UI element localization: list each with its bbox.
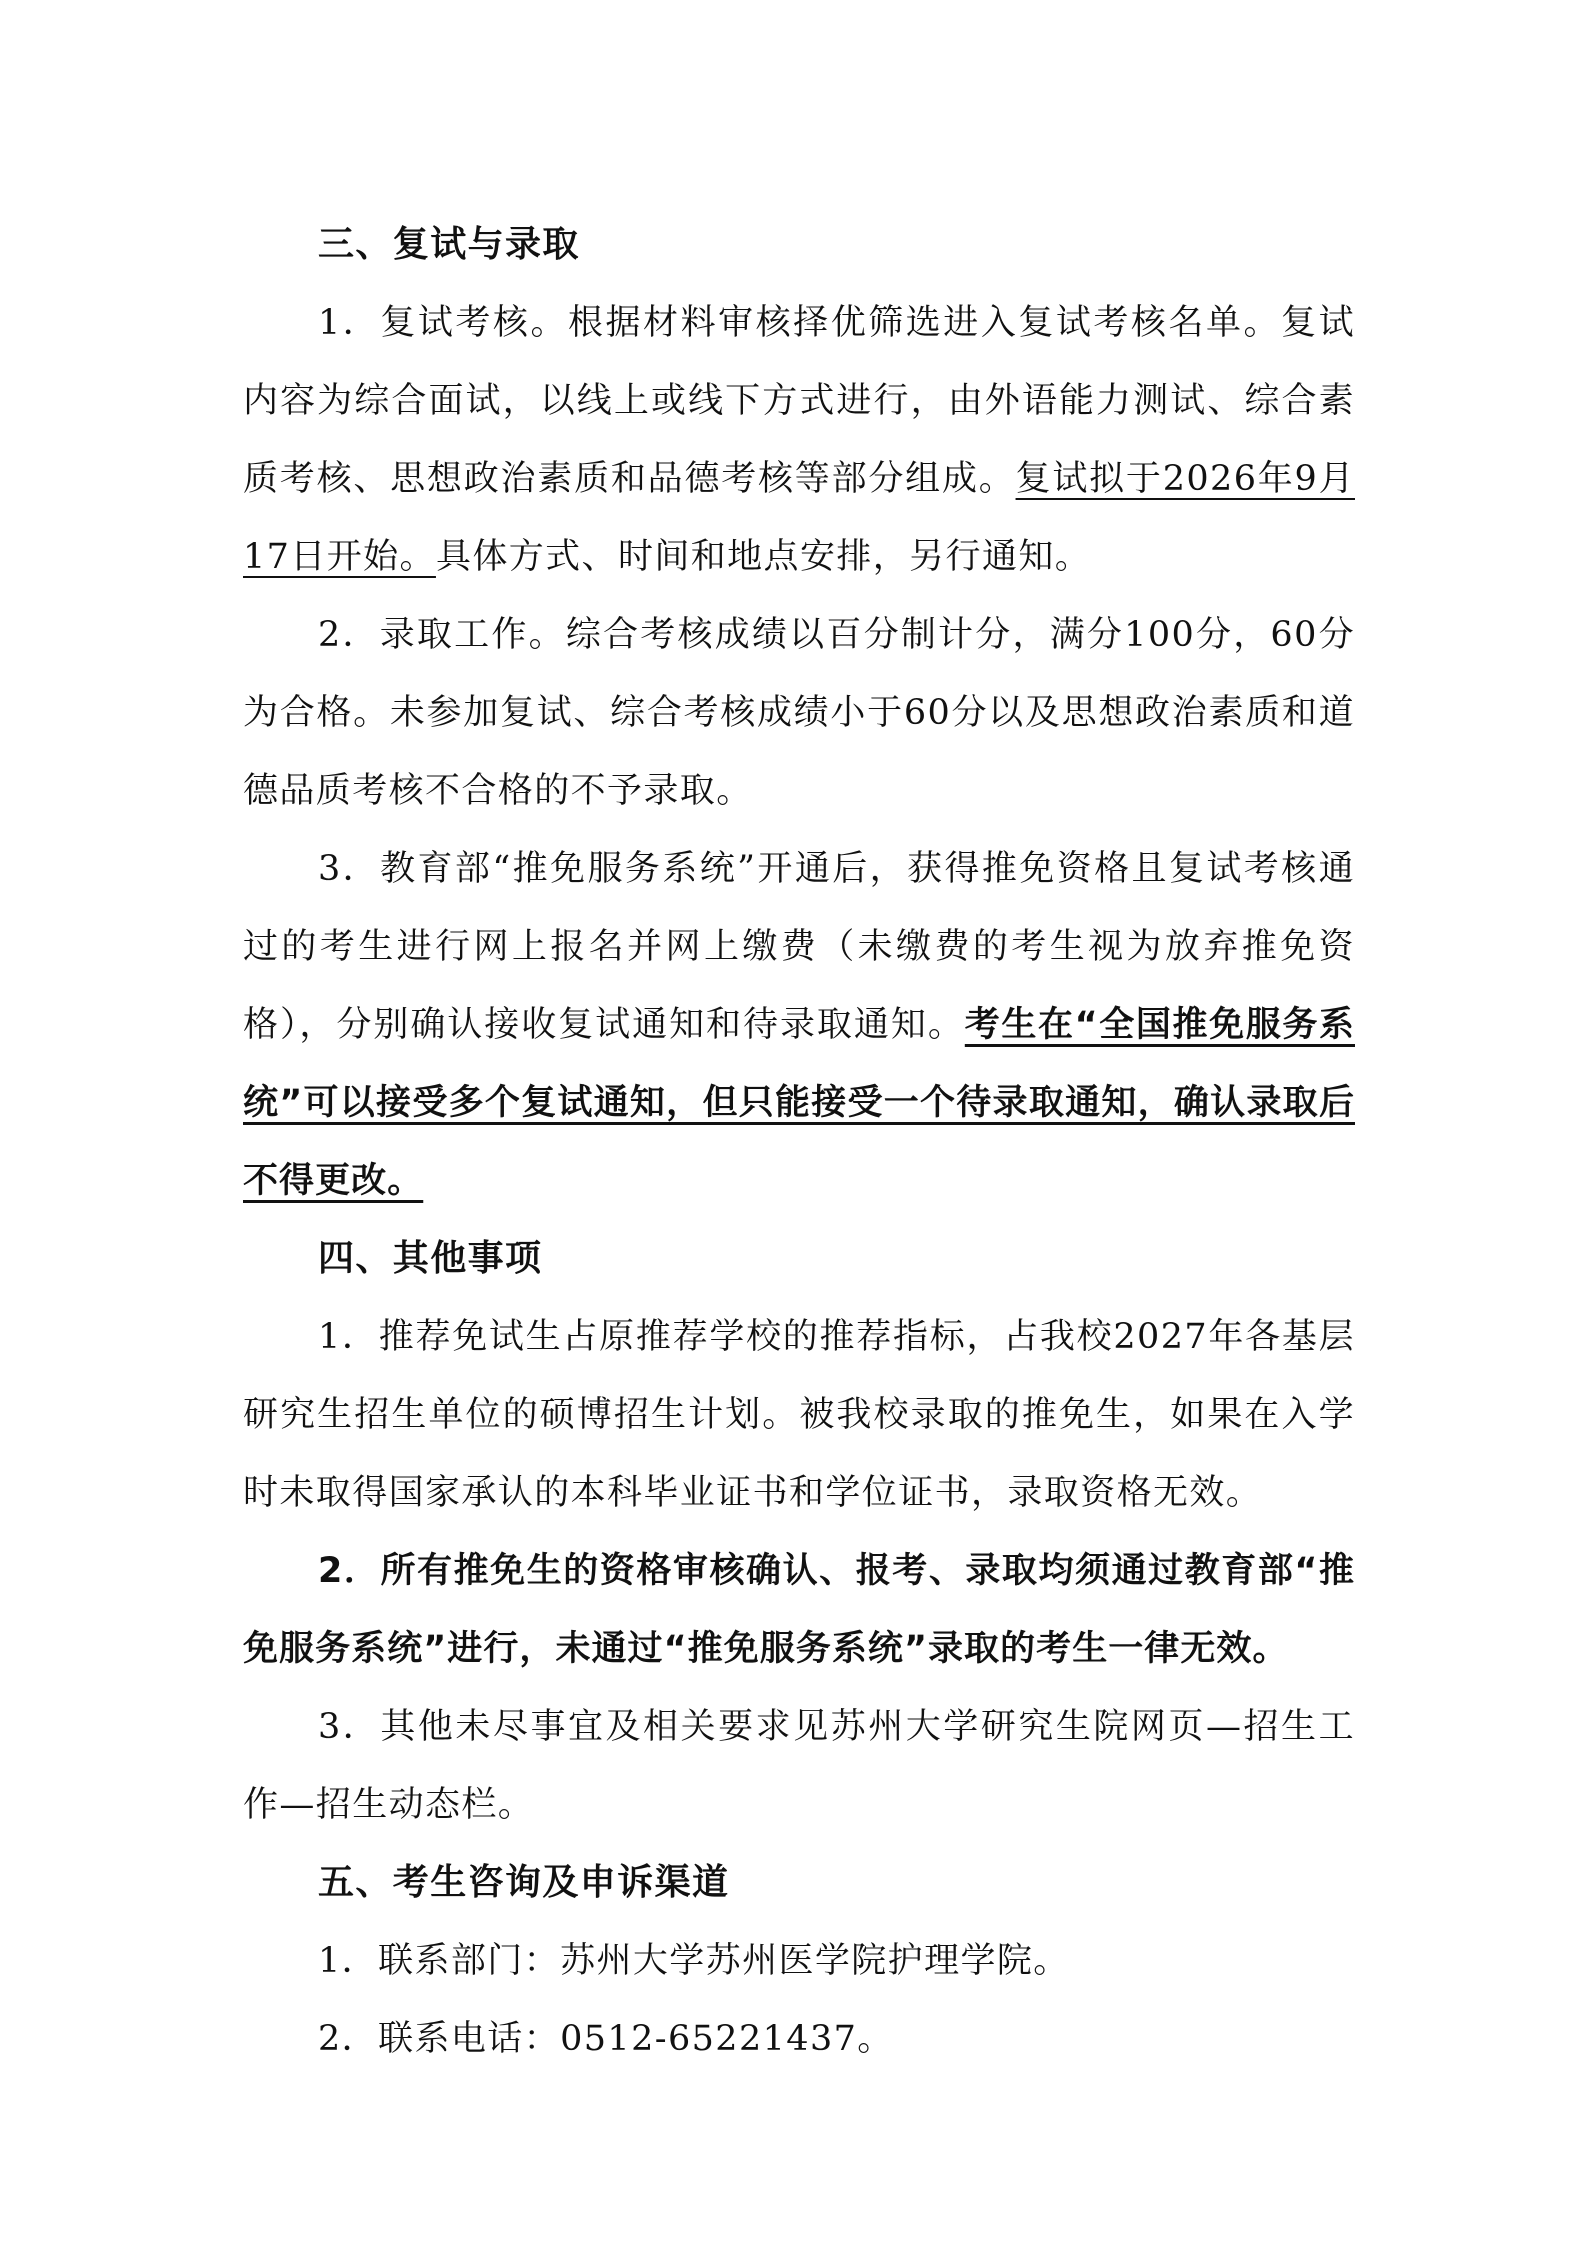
section-heading-consultation: 五、考生咨询及申诉渠道 [318,1862,730,1903]
paragraph-retest-assessment [243,284,1355,596]
paragraph-system-requirement: 2．所有推免生的资格审核确认、报考、录取均须通过教育部“推免服务系统”进行，未通过“推免服务系统”录取的考生一律无效。 [243,1551,1355,1669]
system-registration-text: 3．教育部“推免服务系统”开通后，获得推免资格且复试考核通过的考生进行网上报名并网上缴费（未缴费的考生视为放弃推免资格），分别确认接收复试通知和待录取通知。 [243,849,1355,1045]
retest-date-underlined: 复试拟于2026年9月17日开始。 [243,459,1355,577]
retest-arrangement-text: 具体方式、时间和地点安排，另行通知。 [435,537,1092,577]
retest-text: 1．复试考核。根据材料审核择优筛选进入复试考核名单。复试内容为综合面试，以线上或线下方式进行，由外语能力测试、综合素质考核、思想政治素质和品德考核等部分组成。 [243,303,1355,499]
paragraph-contact-department: 1．联系部门：苏州大学苏州医学院护理学院。 [318,1941,1070,1981]
section-heading-other-matters: 四、其他事项 [318,1238,543,1279]
document-page [243,206,1355,2078]
section-heading-retest: 三、复试与录取 [318,224,580,265]
paragraph-recommendation-quota: 1．推荐免试生占原推荐学校的推荐指标，占我校2027年各基层研究生招生单位的硕博招生计划。被我校录取的推免生，如果在入学时未取得国家承认的本科毕业证书和学位证书，录取资格无效。 [243,1317,1355,1513]
paragraph-admission-work: 2．录取工作。综合考核成绩以百分制计分，满分100分，60分为合格。未参加复试、综合考核成绩小于60分以及思想政治素质和道德品质考核不合格的不予录取。 [243,615,1355,811]
admission-notice-warning: 考生在“全国推免服务系统”可以接受多个复试通知，但只能接受一个待录取通知，确认录取后不得更改。 [243,1005,1355,1201]
paragraph-contact-phone: 2．联系电话：0512-65221437。 [318,2019,894,2059]
paragraph-system-registration [243,830,1355,1220]
paragraph-other-details: 3．其他未尽事宜及相关要求见苏州大学研究生院网页—招生工作—招生动态栏。 [243,1707,1355,1825]
